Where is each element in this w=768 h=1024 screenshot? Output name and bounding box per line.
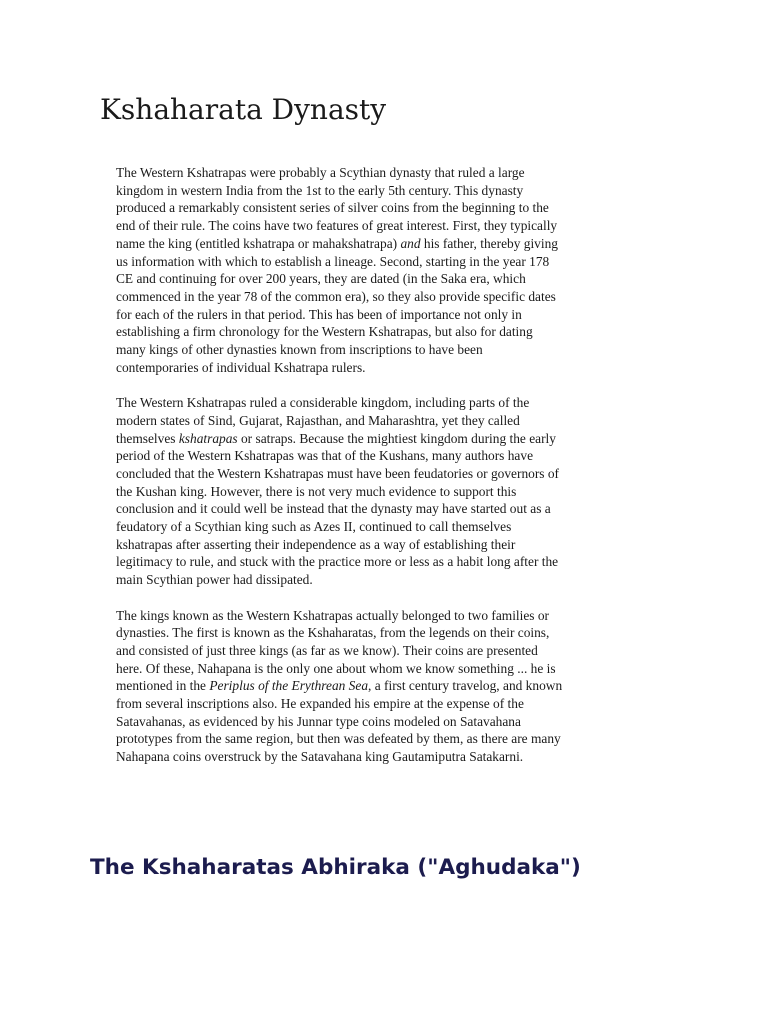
paragraph-kingdom bbox=[116, 394, 564, 589]
paragraph-kingdom-emphasis: kshatrapas bbox=[178, 430, 238, 446]
paragraph-dynasties-text-1: The kings known as the Western Kshatrapas actually belonged to two families or dynasties. The first is known as the Kshaharatas, from the legends on their coins, and consisted of just three kings (as far as we know). Their coins are presented here. Of these, Nahapana is the only one about whom we know something ... he is mentioned in the bbox=[116, 607, 556, 694]
article-body bbox=[116, 164, 564, 784]
paragraph-intro-text-2: his father, thereby giving us information with which to establish a lineage. Second, starting in the year 178 CE and continuing for over 200 years, they are dated (in the Saka era, which commenced in the year 78 of the common era), so they also provide specific dates for each of the rulers in that period. This has been of importance not only in establishing a firm chronology for the Western Kshatrapas, but also for dating many kings of other dynasties known from inscriptions to have been contemporaries of individual Kshatrapa rulers. bbox=[116, 235, 558, 375]
page-title: Kshaharata Dynasty bbox=[100, 93, 387, 126]
paragraph-dynasties-emphasis: Periplus of the Erythrean Sea bbox=[209, 678, 369, 694]
paragraph-kingdom-text-1: The Western Kshatrapas ruled a considerable kingdom, including parts of the modern states of Sind, Gujarat, Rajasthan, and Maharashtra, yet they called themselves bbox=[116, 395, 530, 446]
paragraph-kingdom-text-2: or satraps. Because the mightiest kingdom during the early period of the Western Kshatrapas was that of the Kushans, many authors have concluded that the Western Kshatrapas must have been feudatories or governors of the Kushan king. However, there is not very much evidence to support this conclusion and it could well be instead that the dynasty may have started out as a feudatory of a Scythian king such as Azes II, continued to call themselves kshatrapas after asserting their independence as a way of establishing their legitimacy to rule, and stuck with the practice more or less as a habit long after the main Scythian power had dissipated. bbox=[116, 430, 560, 588]
paragraph-intro-text-1: The Western Kshatrapas were probably a Scythian dynasty that ruled a large kingdom in western India from the 1st to the early 5th century. This dynasty produced a remarkably consistent series of silver coins from the beginning to the end of their rule. The coins have two features of great interest. First, they typically name the king (entitled kshatrapa or mahakshatrapa) bbox=[116, 165, 558, 251]
paragraph-dynasties-text-2: , a first century travelog, and known from several inscriptions also. He expanded his empire at the expense of the Satavahanas, as evidenced by his Junnar type coins modeled on Satavahana prototypes from the same region, but then was defeated by them, as there are many Nahapana coins overstruck by the Satavahana king Gautamiputra Satakarni. bbox=[116, 678, 563, 765]
paragraph-dynasties bbox=[116, 607, 564, 766]
paragraph-intro-emphasis: and bbox=[400, 235, 421, 251]
paragraph-intro bbox=[116, 164, 564, 376]
section-heading: The Kshaharatas Abhiraka ("Aghudaka") bbox=[90, 855, 581, 880]
